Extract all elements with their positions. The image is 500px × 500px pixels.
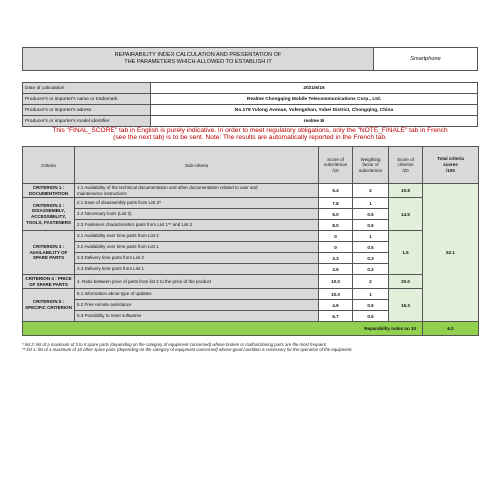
weight-5-1: 1: [353, 289, 389, 300]
criterion-1-score: 10.8: [389, 184, 423, 198]
document-title: [23, 48, 374, 71]
score-3-1: 0: [319, 231, 353, 242]
weight-3-3: 0.3: [353, 253, 389, 264]
header-total: [423, 147, 479, 184]
criterion-3-l1: CRITERION 3 :: [32, 244, 65, 250]
criterion-4-label: [23, 275, 75, 289]
subcriterion-1-1-l1: 1.1 Availability of the technical documentation and other documentation related to user and: [77, 185, 258, 191]
subcriterion-5-2: 5.2 Free remote assistance: [75, 300, 319, 311]
criterion-3-label: [23, 231, 75, 275]
score-1-1: 5.4: [319, 184, 353, 198]
subcriterion-3-2: 3.2 Availability over time parts from List 1: [75, 242, 319, 253]
score-4: 10.0: [319, 275, 353, 289]
header-score-crit-l3: /20: [402, 167, 409, 173]
header-score-sub-l2: subcriterion: [323, 162, 348, 168]
criterion-2-l3: ACCESSIBILITY,: [30, 214, 66, 219]
subcriterion-3-1: 3.1 Availability over time parts from List 2: [75, 231, 319, 242]
info-value-address: No.178 Yulong Avenue, Yufengshan, Yubei District, Chongqing, China: [151, 105, 478, 116]
table-row: [23, 289, 479, 300]
weight-2-3: 0.5: [353, 220, 389, 231]
weight-3-4: 0.2: [353, 264, 389, 275]
criterion-5-l1: CRITERION 5 :: [32, 299, 65, 305]
criterion-2-l1: CRITERION 2 :: [32, 202, 65, 208]
criterion-1-l1: CRITERION 1 :: [32, 184, 65, 190]
subcriterion-4: 4. Ratio between price of parts from list 2 to the price of the product: [75, 275, 319, 289]
weight-4: 2: [353, 275, 389, 289]
subcriterion-1-1-l2: maintenance instructions: [77, 190, 127, 196]
score-3-3: 3.3: [319, 253, 353, 264]
criterion-5-label: [23, 289, 75, 322]
criterion-1-l2: DOCUMENTATION: [28, 190, 69, 196]
notice-text: [24, 127, 476, 142]
info-value-date: 2021/6/16: [151, 83, 478, 94]
header-total-l1: Total criteria: [437, 156, 464, 161]
score-2-1: 7.8: [319, 198, 353, 209]
criterion-5-score: 15.3: [389, 289, 423, 322]
subcriterion-1-1: [75, 184, 319, 198]
header-criteria: Criteria: [23, 147, 75, 184]
info-label-address: Producer's or importer's adress: [23, 105, 151, 116]
weight-5-2: 0.5: [353, 300, 389, 311]
footnote-list-2: * list 2: list of a maximum of 3 to 5 spare parts (depending on the category of equipment concerned) whose broken or malfunctioning parts are the most frequent: [22, 342, 326, 347]
info-label-model: Producer's or importer's model identifier: [23, 116, 151, 127]
score-2-2: 6.0: [319, 209, 353, 220]
score-5-3: 6.7: [319, 311, 353, 322]
final-score-label: Reparability index on 10: [23, 322, 423, 336]
header-weighting: [353, 147, 389, 184]
criteria-table: [22, 146, 479, 336]
criterion-3-l3: SPARE PARTS: [32, 255, 65, 261]
table-row: [23, 198, 479, 209]
criterion-2-l2: DISASSEMBLY,: [32, 208, 65, 214]
total-score: 62.1: [423, 184, 479, 322]
product-type: Smartphone: [374, 48, 478, 71]
weight-2-2: 0.5: [353, 209, 389, 220]
final-score-row: [23, 322, 479, 336]
header-score-criterion: [389, 147, 423, 184]
criterion-3-l2: AVAILABILITY OF: [29, 249, 68, 255]
table-row: [23, 184, 479, 198]
footnotes: [22, 342, 478, 353]
criterion-1-label: [23, 184, 75, 198]
subcriterion-3-4: 3.4 Delivery time parts from List 1: [75, 264, 319, 275]
header-weight-l2: factor of: [362, 162, 379, 168]
header-weight-l3: subcriterion: [358, 167, 383, 173]
header-total-l3: /100: [446, 168, 455, 173]
subcriterion-2-1: 2.1 Ease of disassembly parts from List 2*: [75, 198, 319, 209]
title-block: [22, 47, 478, 71]
criterion-2-l4: TOOLS, FASTENERS: [26, 219, 71, 225]
header-score-crit-l2: criterion: [397, 162, 414, 168]
header-score-sub-l3: /10: [332, 167, 339, 173]
criterion-4-l2: OF SPARE PARTS: [29, 281, 68, 287]
weight-1-1: 2: [353, 184, 389, 198]
final-score-value: 6.2: [423, 322, 479, 336]
info-block: [22, 82, 478, 127]
header-weight-l1: Weighting: [360, 156, 381, 162]
score-3-2: 0: [319, 242, 353, 253]
score-2-3: 8.0: [319, 220, 353, 231]
criterion-2-label: [23, 198, 75, 231]
header-score-sub-l1: Score of: [327, 156, 344, 162]
notice-line-1: This "FINAL_SCORE" tab in English is purely indicative. In order to meet regulatory obligations, only the "NOTE_FINALE" tab in French: [52, 127, 448, 134]
criterion-2-score: 14.5: [389, 198, 423, 231]
score-5-2: 4.9: [319, 300, 353, 311]
subcriterion-5-3: 5.3 Possibility to reset softwares: [75, 311, 319, 322]
subcriterion-2-3: 2.3 Fasteners characteristics parts from List 1** and List 2: [75, 220, 319, 231]
criterion-5-l2: SPECIFIC CRITERION: [25, 305, 72, 310]
document-title-line-2: THE PARAMETERS WHICH ALLOWED TO ESTABLISH IT: [124, 59, 272, 65]
table-header-row: [23, 147, 479, 184]
weight-3-1: 1: [353, 231, 389, 242]
table-row: [23, 231, 479, 242]
criterion-4-l1: CRITERION 4 : PRICE: [25, 275, 72, 281]
criterion-3-score: 1.5: [389, 231, 423, 275]
weight-3-2: 0.5: [353, 242, 389, 253]
info-value-name: Realme Chongqing Mobile Telecommunications Corp., Ltd.: [151, 94, 478, 105]
subcriterion-5-1: 5.1 Information about type of updates: [75, 289, 319, 300]
table-row: [23, 275, 479, 289]
document-title-line-1: REPAIRABILITY INDEX CALCULATION AND PRESENTATION OF: [114, 52, 282, 59]
weight-2-1: 1: [353, 198, 389, 209]
footnote-list-1: ** list 1: list of a maximum of 10 other spare parts (depending on the category of equipment concerned) whose good condition is necessary for the operation of the equipment.: [22, 347, 353, 353]
info-label-date: Date of calculation: [23, 83, 151, 94]
header-sub-criteria: Sub-criteria: [75, 147, 319, 184]
info-label-name: Producer's or importer's name or trademark: [23, 94, 151, 105]
info-value-model: realme 8i: [151, 116, 478, 127]
weight-5-3: 0.5: [353, 311, 389, 322]
criterion-4-score: 20.0: [389, 275, 423, 289]
score-3-4: 2.5: [319, 264, 353, 275]
header-score-crit-l1: Score of: [397, 156, 414, 162]
notice-line-2: (see the next tab) is to be sent. Note: The results are automatically reported in the French tab.: [113, 134, 387, 142]
subcriterion-3-3: 3.3 Delivery time parts from List 2: [75, 253, 319, 264]
header-score-subcriterion: [319, 147, 353, 184]
score-5-1: 10.0: [319, 289, 353, 300]
subcriterion-2-2: 2.2 Necessary tools (List 2): [75, 209, 319, 220]
header-total-l2: scores: [443, 162, 458, 167]
